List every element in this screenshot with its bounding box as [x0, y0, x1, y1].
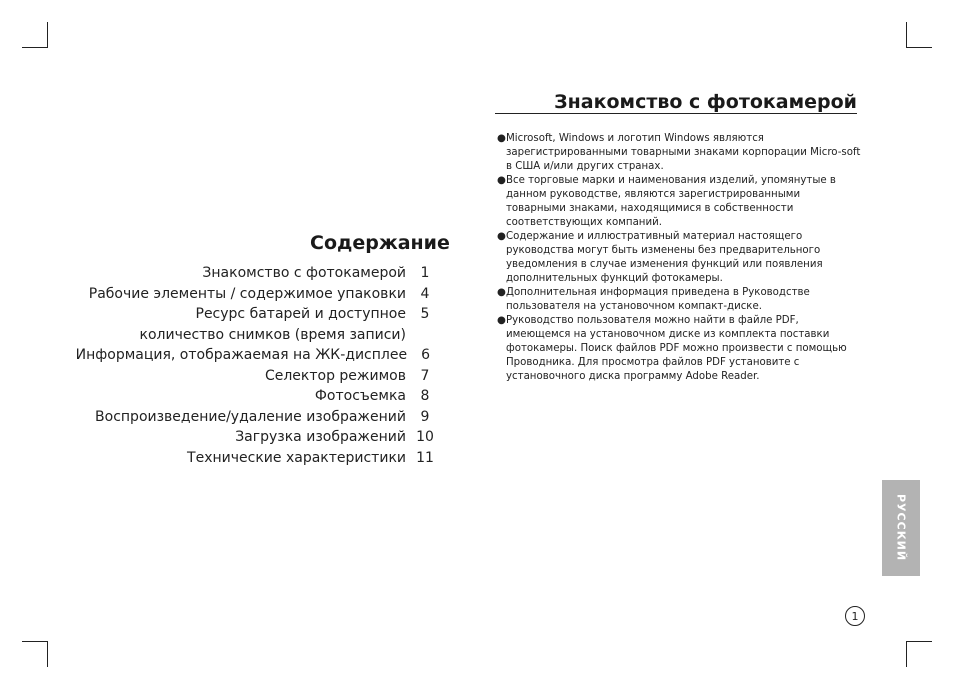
toc-item[interactable]	[60, 345, 440, 366]
toc-item[interactable]	[60, 366, 440, 387]
list-item-text: Все торговые марки и наименования изделий, упомянутые в данном руководстве, являются зарегистрированными товарными знаками, находящимися в собственности соответствующих компаний.	[506, 175, 836, 228]
toc-item-text: Селектор режимов	[264, 367, 406, 384]
bullet-icon: ●	[497, 133, 506, 144]
toc-item-page: 10	[416, 429, 434, 445]
list-item	[497, 230, 863, 286]
list-item	[497, 174, 863, 230]
language-tab	[882, 480, 920, 576]
bullet-icon: ●	[497, 175, 506, 186]
list-item-text: Microsoft, Windows и логотип Windows являются зарегистрированными товарными знаками корпорации Micro-soft в США и/или других странах.	[506, 133, 861, 172]
crop-mark	[906, 641, 932, 642]
toc-item[interactable]	[60, 284, 440, 305]
toc-title: Содержание	[310, 232, 450, 254]
page-number: 1	[845, 606, 865, 626]
list-item	[497, 286, 863, 314]
crop-mark	[906, 22, 907, 48]
crop-mark	[906, 47, 932, 48]
toc-item-text: Загрузка изображений	[235, 429, 406, 445]
toc-item[interactable]	[60, 427, 440, 448]
toc-item-text: Ресурс батарей и доступное количество снимков (время записи)	[139, 306, 406, 343]
toc-item-text: Рабочие элементы / содержимое упаковки	[88, 285, 406, 302]
bullet-icon: ●	[497, 315, 506, 326]
toc-item-page: 11	[416, 449, 434, 466]
crop-mark	[22, 47, 48, 48]
toc-item-text: Воспроизведение/удаление изображений	[95, 408, 406, 425]
language-tab-label: РУССКИЙ	[894, 494, 908, 562]
crop-mark	[22, 641, 48, 642]
toc-item[interactable]	[60, 304, 440, 345]
toc-item-text: Фотосъемка	[314, 388, 406, 404]
crop-mark	[47, 641, 48, 667]
bullet-icon: ●	[497, 231, 506, 242]
title-underline	[495, 113, 857, 114]
section-title: Знакомство с фотокамерой	[554, 91, 857, 113]
toc-item-page: 4	[420, 285, 430, 302]
toc-item-text: Технические характеристики	[187, 449, 406, 466]
toc-item-page: 8	[420, 388, 430, 404]
list-item	[497, 314, 863, 384]
toc-item-text: Знакомство с фотокамерой	[202, 265, 406, 281]
table-of-contents	[60, 263, 440, 468]
toc-item[interactable]	[60, 407, 440, 428]
toc-item-page: 9	[420, 408, 430, 425]
list-item	[497, 132, 863, 174]
crop-mark	[47, 22, 48, 48]
toc-item-page: 1	[420, 265, 430, 281]
toc-item-text: Информация, отображаемая на ЖК-дисплее	[75, 347, 408, 363]
notice-list	[497, 132, 863, 384]
toc-item-page: 6	[421, 347, 430, 363]
toc-item[interactable]	[60, 386, 440, 407]
toc-item[interactable]	[60, 263, 440, 284]
list-item-text: Содержание и иллюстративный материал настоящего руководства могут быть изменены без предварительного уведомления в случае изменения функций или появления дополнительных функций фотокамеры.	[506, 231, 823, 284]
crop-mark	[906, 641, 907, 667]
toc-item[interactable]	[60, 448, 440, 469]
list-item-text: Дополнительная информация приведена в Руководстве пользователя на установочном компакт-диске.	[506, 287, 810, 312]
toc-item-page: 7	[420, 367, 430, 384]
bullet-icon: ●	[497, 287, 506, 298]
list-item-text: Руководство пользователя можно найти в файле PDF, имеющемся на установочном диске из комплекта поставки фотокамеры. Поиск файлов PDF можно произвести с помощью Проводника. Для просмотра файлов PDF установите с установочного диска программу Adobe Reader.	[506, 315, 847, 382]
toc-item-page: 5	[420, 306, 430, 322]
